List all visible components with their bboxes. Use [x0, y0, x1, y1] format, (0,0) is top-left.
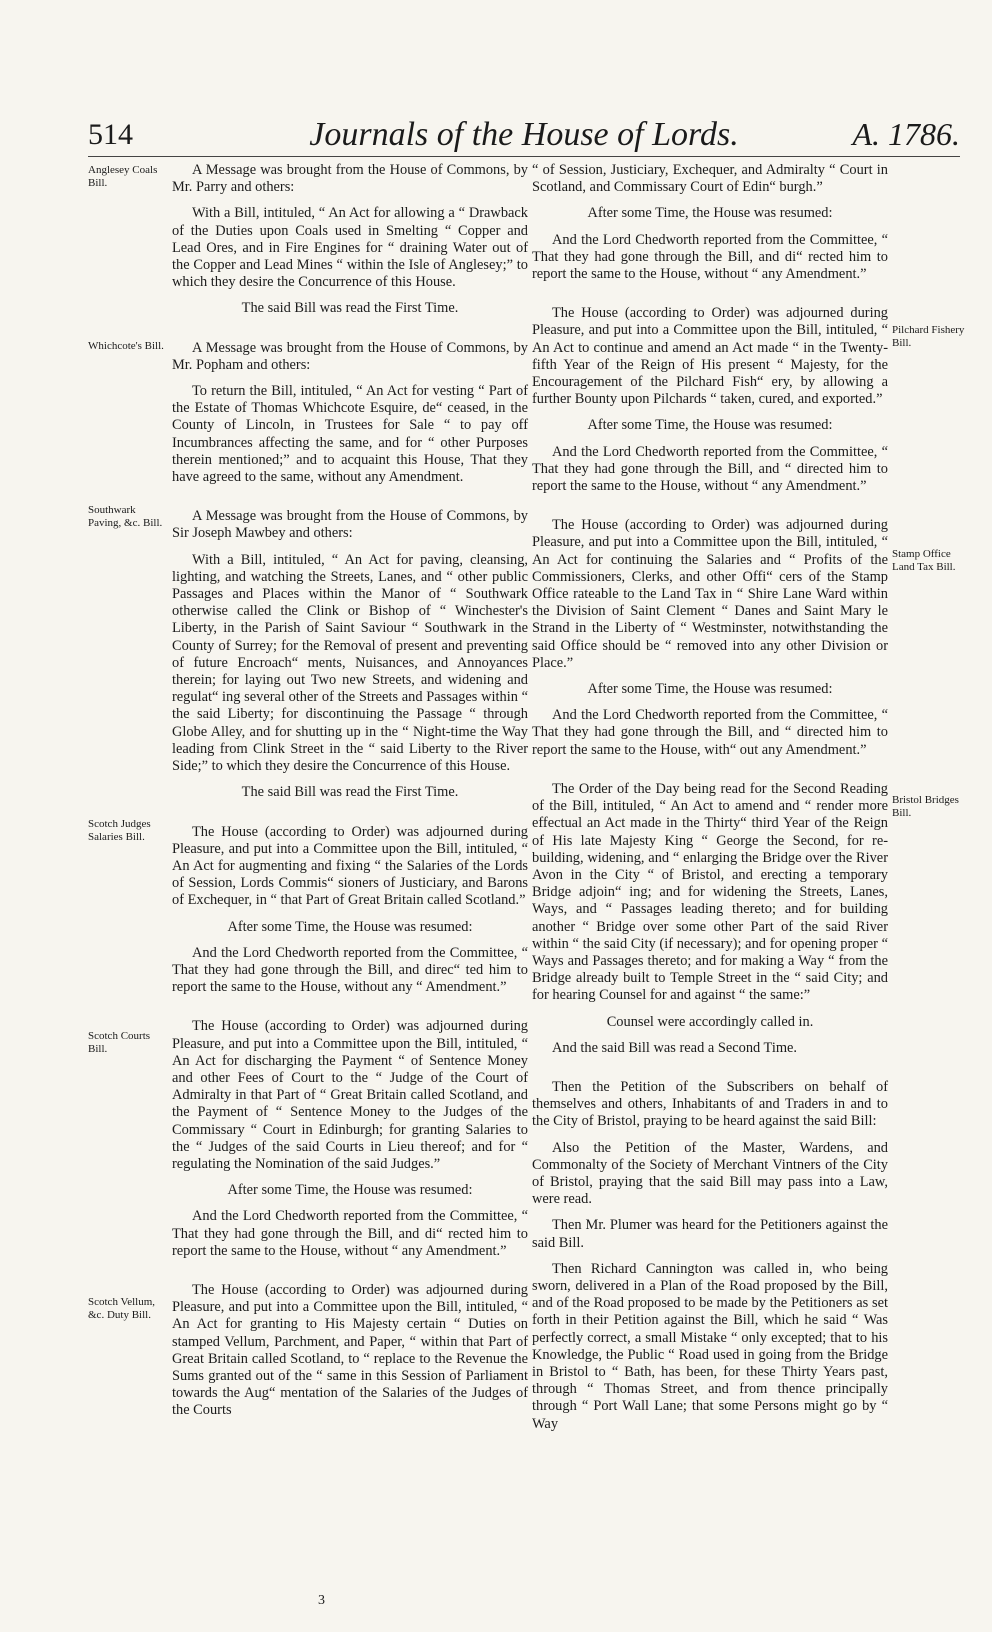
paragraph: And the Lord Chedworth reported from the Committee, “ That they had gone through the Bill, and direc“ ted him to report the same to the House, without any “ Amendment.” [172, 944, 528, 996]
paragraph: After some Time, the House was resumed: [587, 417, 833, 434]
paragraph: After some Time, the House was resumed: [227, 1182, 473, 1199]
paragraph: “ of Session, Justiciary, Exchequer, and Admiralty “ Court in Scotland, and Commissary Court of Edin“ burgh.” [532, 162, 888, 196]
margin-note-pilchard: Pilchard Fishery Bill. [892, 324, 965, 349]
paragraph: The House (according to Order) was adjourned during Pleasure, and put into a Committee upon the Bill, intituled, “ An Act for continuing the Salaries and “ Profits of the Commissioners, Clerks, and other Offi“ cers of the Stamp Office rateable to the Land Tax in “ Shire Lane Ward within the Division of Saint Clement “ Danes and Saint Mary le Strand in the Liberty of “ Westminster, notwithstanding the said Office should be “ removed into any other Division or Place.” [532, 517, 888, 671]
paragraph: The House (according to Order) was adjourned during Pleasure, and put into a Committee upon the Bill, intituled, “ An Act for discharging the Payment “ of Sentence Money and other Fees of Court to the “ Judge of the Court of Admiralty in that Part of “ Great Britain called Scotland, and the Payment of “ Sentence Money to the Judges of the Commissary “ Court in Edinburgh; for granting Salaries to the “ Judges of the said Courts in Lieu thereof; and for “ regulating the Nomination of the said Judges.” [172, 1018, 528, 1172]
paragraph: Then Mr. Plumer was heard for the Petitioners against the said Bill. [532, 1217, 888, 1251]
paragraph: To return the Bill, intituled, “ An Act for vesting “ Part of the Estate of Thomas Whichcote Esquire, de“ ceased, in the County of Lincoln, in Trustees for Sale “ to pay off Incumbrances affecting the same, and for “ other Purposes therein mentioned;” and to acquaint this House, That they have agreed to the same, without any Amendment. [172, 383, 528, 486]
paragraph: And the Lord Chedworth reported from the Committee, “ That they had gone through the Bill, and di“ rected him to report the same to the House, without “ any Amendment.” [172, 1208, 528, 1259]
paragraph: A Message was brought from the House of Commons, by Sir Joseph Mawbey and others: [172, 508, 528, 542]
paragraph: After some Time, the House was resumed: [587, 205, 833, 222]
paragraph: Also the Petition of the Master, Wardens, and Commonalty of the Society of Merchant Vintners of the City of Bristol, praying that the said Bill may pass into a Law, were read. [532, 1139, 888, 1208]
page-number: 514 [88, 118, 133, 151]
paragraph: With a Bill, intituled, “ An Act for paving, cleansing, lighting, and watching the Streets, Lanes, and “ other public Passages and Places within the Manor of “ Southwark otherwise called the Clink or Bishop of “ Winchester's Liberty, in the Parish of Saint Saviour “ Southwark in the County of Surrey; for the Removal of present and preventing of future Encroach“ ments, Nuisances, and Annoyances therein; for laying out Two new Streets, and widening and regulat“ ing several other of the Streets and Passages within “ the said Liberty; for discontinuing the Passage “ through Globe Alley, and for shutting up in the “ Night-time the Way leading from Clink Street in the “ said Liberty to the River Side;” to which they desire the Concurrence of this House. [172, 551, 528, 775]
paragraph: A Message was brought from the House of Commons, by Mr. Popham and others: [172, 339, 528, 373]
paragraph: The House (according to Order) was adjourned during Pleasure, and put into a Committee upon the Bill, intituled, “ An Act for augmenting and fixing “ the Salaries of the Lords of Session, Lords Commis“ sioners of Justiciary, and Barons of Exchequer, in “ that Part of Great Britain called Scotland.” [172, 823, 528, 909]
margin-note-anglesey: Anglesey Coals Bill. [88, 164, 158, 189]
paragraph: A Message was brought from the House of Commons, by Mr. Parry and others: [172, 162, 528, 196]
paragraph: The House (according to Order) was adjourned during Pleasure, and put into a Committee upon the Bill, intituled, “ An Act to continue and amend an Act made “ in the Twenty-fifth Year of the Reign of His present “ Majesty, for the Encouragement of the Pilchard Fish“ ery, by allowing a further Bounty upon Pilchards “ taken, cured, and exported.” [532, 305, 888, 408]
journal-title: Journals of the House of Lords. [309, 116, 739, 153]
paragraph: After some Time, the House was resumed: [227, 918, 473, 935]
paragraph: And the Lord Chedworth reported from the Committee, “ That they had gone through the Bill, and “ directed him to report the same to the House, with“ out any Amendment.” [532, 707, 888, 758]
paragraph: The House (according to Order) was adjourned during Pleasure, and put into a Committee upon the Bill, intituled, “ An Act for granting to His Majesty certain “ Duties on stamped Vellum, Parchment, and Paper, “ within that Part of Great Britain called Scotland, to “ replace to the Revenue the Sums granted out of the “ same in this Session of Parliament towards the Aug“ mentation of the Salaries of the Judges of the Courts [172, 1281, 528, 1419]
margin-note-scotch-judges: Scotch Judges Salaries Bill. [88, 818, 151, 843]
margin-note-whichcote: Whichcote's Bill. [88, 340, 164, 352]
paragraph: The Order of the Day being read for the Second Reading of the Bill, intituled, “ An Act to amend and “ render more effectual an Act made in the Thirty“ third Year of the Reign of His late Majesty King “ George the Second, for re-building, widening, and “ enlarging the Bridge over the River Avon in the City “ of Bristol, and erecting a temporary Bridge adjoin“ ing; and for widening the Streets, Lanes, Ways, and “ Passages leading thereto; and for building another “ Bridge over some other Part of the said River within “ the said City (if necessary); and for opening proper “ Ways and Passages thereto; and for making a Way “ from the Bridge already built to Temple Street in the “ said City; and for hearing Counsel for and against “ the same:” [532, 780, 888, 1004]
margin-note-scotch-courts: Scotch Courts Bill. [88, 1030, 151, 1055]
paragraph: The said Bill was read the First Time. [241, 300, 459, 317]
signature-mark: 3 [318, 1593, 325, 1608]
paragraph: After some Time, the House was resumed: [587, 681, 833, 698]
paragraph: With a Bill, intituled, “ An Act for allowing a “ Drawback of the Duties upon Coals used in Smelting “ Copper and Lead Ores, and in Fire Engines for “ draining Water out of the Copper and Lead Mines “ within the Isle of Anglesey;” to which they desire the Concurrence of this House. [172, 205, 528, 291]
margin-note-scotch-vellum: Scotch Vellum, &c. Duty Bill. [88, 1296, 156, 1321]
paragraph: Then Richard Cannington was called in, who being sworn, delivered in a Plan of the Road proposed by the Bill, and of the Road proposed to be made by the Petitioners as set forth in their Petition against the Bill, which he said “ Was perfectly correct, a small Mistake “ only excepted; that to his Knowledge, the Public “ Road used in going from the Bridge in Bristol to “ Bath, has been, for these Thirty Years past, through “ Thomas Street, and from thence principally through “ Port Wall Lane; that some Persons might go by “ Way [532, 1260, 888, 1432]
margin-note-stamp-office: Stamp Office Land Tax Bill. [892, 548, 956, 573]
margin-note-bristol: Bristol Bridges Bill. [892, 794, 959, 819]
paragraph: And the said Bill was read a Second Time. [552, 1039, 798, 1056]
left-column [172, 162, 528, 1429]
paragraph: Then the Petition of the Subscribers on behalf of themselves and others, Inhabitants of and Traders in and to the City of Bristol, praying to be heard against the said Bill: [532, 1078, 888, 1130]
paragraph: And the Lord Chedworth reported from the Committee, “ That they had gone through the Bill, and di“ rected him to report the same to the House, without “ any Amendment.” [532, 231, 888, 283]
year-label: A. 1786. [852, 116, 960, 152]
paragraph: The said Bill was read the First Time. [241, 784, 459, 801]
margin-note-southwark: Southwark Paving, &c. Bill. [88, 504, 163, 529]
paragraph: Counsel were accordingly called in. [606, 1013, 814, 1030]
right-column [532, 162, 888, 1442]
paragraph: And the Lord Chedworth reported from the Committee, “ That they had gone through the Bill, and “ directed him to report the same to the House, without “ any Amendment.” [532, 443, 888, 495]
header-rule [88, 156, 960, 157]
